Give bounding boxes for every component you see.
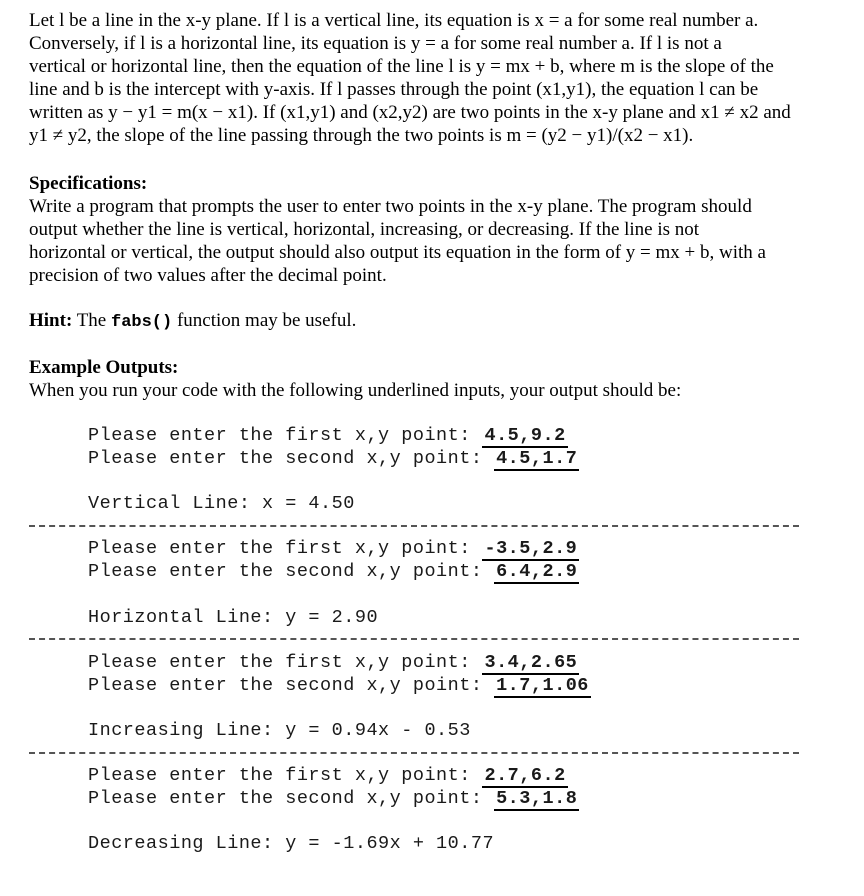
divider	[29, 525, 799, 527]
prompt-text: Please enter the first x,y point:	[88, 538, 483, 559]
prompt-text: Please enter the first x,y point:	[88, 652, 483, 673]
example-outputs-intro: When you run your code with the following underlined inputs, your output should be:	[29, 380, 682, 401]
underlined-input: 3.4,2.65	[484, 652, 578, 673]
prompt-text: Please enter the first x,y point:	[88, 425, 483, 446]
intro-line: written as y − y1 = m(x − x1). If (x1,y1) and (x2,y2) are two points in the x-y plane and x1 ≠ x2 and	[29, 102, 791, 123]
example-1-result: Vertical Line: x = 4.50	[88, 493, 355, 514]
hint	[29, 309, 356, 334]
intro-line: vertical or horizontal line, then the equation of the line l is y = mx + b, where m is the slope of the	[29, 56, 774, 77]
spec-line: Write a program that prompts the user to enter two points in the x-y plane. The program should	[29, 196, 752, 217]
example-3-prompt-second	[88, 674, 591, 697]
prompt-text: Please enter the second x,y point:	[88, 675, 495, 696]
underlined-input: 4.5,1.7	[496, 448, 578, 469]
specifications-heading: Specifications:	[29, 173, 148, 194]
example-4-prompt-first	[88, 764, 568, 787]
example-2-prompt-first	[88, 537, 579, 560]
intro-line: Let l be a line in the x-y plane. If l is a vertical line, its equation is x = a for some real number a.	[29, 10, 759, 31]
example-3-result: Increasing Line: y = 0.94x - 0.53	[88, 720, 471, 741]
example-1-prompt-second	[88, 447, 579, 470]
hint-label: Hint:	[29, 310, 73, 331]
specifications-body	[29, 195, 849, 287]
example-2-prompt-second	[88, 560, 579, 583]
example-4-result: Decreasing Line: y = -1.69x + 10.77	[88, 833, 495, 854]
divider	[29, 752, 799, 754]
example-4-prompt-second	[88, 787, 579, 810]
example-2-result: Horizontal Line: y = 2.90	[88, 607, 379, 628]
intro-line: line and b is the intercept with y-axis. If l passes through the point (x1,y1), the equation l can be	[29, 79, 759, 100]
spec-line: precision of two values after the decimal point.	[29, 265, 387, 286]
hint-post: function may be useful.	[176, 310, 357, 331]
underlined-input: -3.5,2.9	[484, 538, 578, 559]
intro-line: y1 ≠ y2, the slope of the line passing through the two points is m = (y2 − y1)/(x2 − x1).	[29, 125, 694, 146]
prompt-text: Please enter the second x,y point:	[88, 448, 495, 469]
underlined-input: 1.7,1.06	[496, 675, 589, 696]
underlined-input: 5.3,1.8	[496, 788, 578, 809]
intro-line: Conversely, if l is a horizontal line, its equation is y = a for some real number a. If l is not a	[29, 33, 722, 54]
example-outputs-heading: Example Outputs:	[29, 357, 179, 378]
underlined-input: 2.7,6.2	[484, 765, 566, 786]
example-3-prompt-first	[88, 651, 579, 674]
spec-line: output whether the line is vertical, horizontal, increasing, or decreasing. If the line is not	[29, 219, 700, 240]
hint-pre: The	[76, 310, 107, 331]
underlined-input: 6.4,2.9	[496, 561, 578, 582]
spec-line: horizontal or vertical, the output should also output its equation in the form of y = mx + b, with a	[29, 242, 766, 263]
divider	[29, 638, 799, 640]
example-1-prompt-first	[88, 424, 568, 447]
prompt-text: Please enter the first x,y point:	[88, 765, 483, 786]
hint-code: fabs()	[111, 313, 173, 332]
intro-paragraph	[29, 9, 849, 147]
prompt-text: Please enter the second x,y point:	[88, 788, 495, 809]
prompt-text: Please enter the second x,y point:	[88, 561, 495, 582]
underlined-input: 4.5,9.2	[484, 425, 566, 446]
